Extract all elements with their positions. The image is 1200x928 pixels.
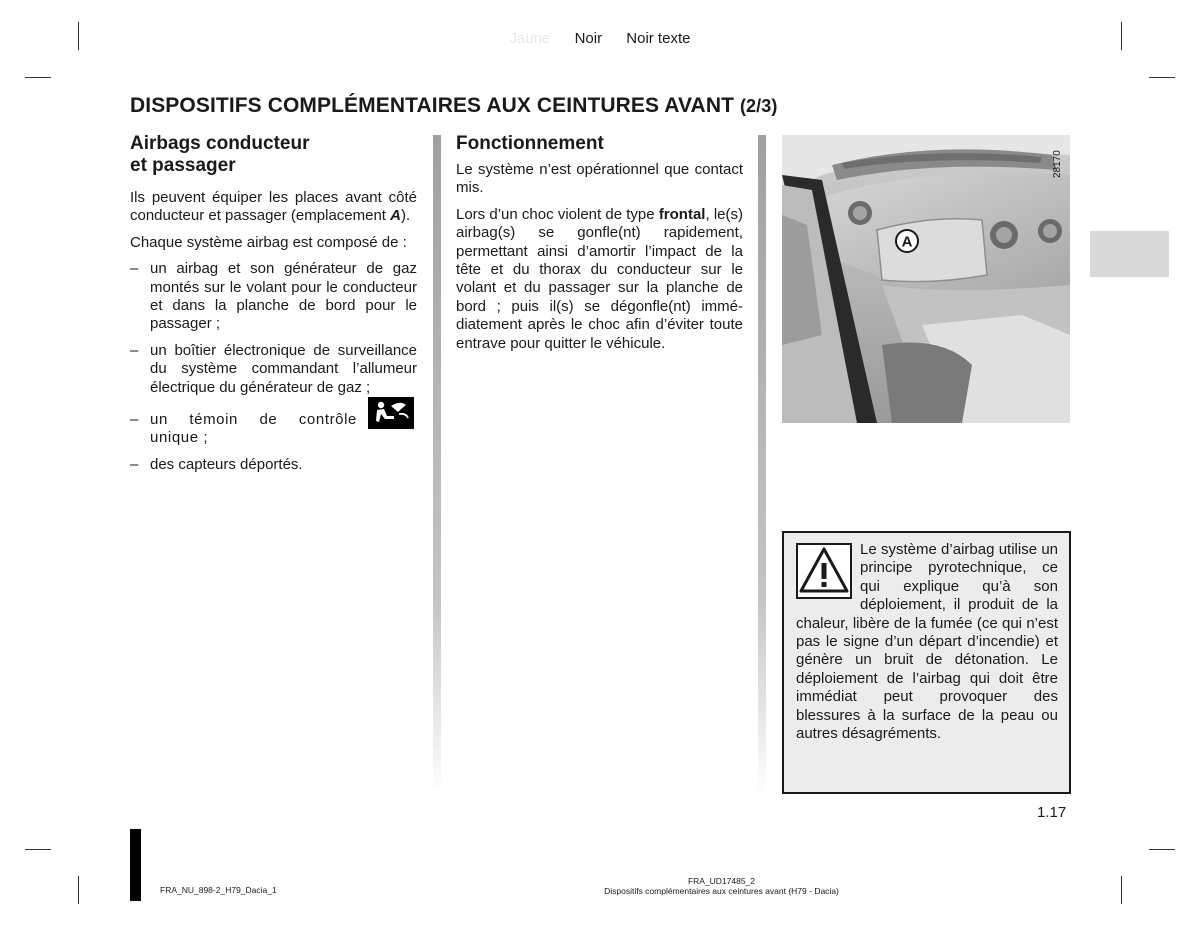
footer-center bbox=[480, 876, 963, 896]
page-title-main: DISPOSITIFS COMPLÉMENTAIRES AUX CEINTURES AVANT bbox=[130, 94, 735, 117]
callout-label-a: A bbox=[901, 233, 913, 251]
print-color-marks bbox=[0, 30, 1200, 47]
list-item bbox=[130, 411, 417, 448]
fonctionnement-heading: Fonctionnement bbox=[456, 133, 604, 154]
crop-mark-bottom-right-v bbox=[1121, 876, 1122, 904]
airbags-heading-line1: Airbags conducteur bbox=[130, 133, 310, 154]
warning-text: Le système d’airbag utilise un principe pyrotechnique, ce qui explique qu’à son déploiement, il produit de la chaleur, libère de la fumée (ce qui n’est pas le signe d’un départ d’incendie) et génère un bruit de détonation. Le déploiement de l’airbag qui doit être immédiat peut provoquer des blessures à la surface de la peau ou autres désagréments. bbox=[796, 541, 1058, 743]
list-item bbox=[130, 342, 417, 397]
composition-paragraph: Chaque système airbag est composé de : bbox=[130, 233, 407, 251]
intro-end: ). bbox=[401, 207, 411, 225]
list-dash: – bbox=[130, 260, 139, 278]
color-mark-black-text: Noir texte bbox=[626, 30, 691, 47]
airbags-heading bbox=[130, 133, 417, 177]
page-title-part: (2/3) bbox=[739, 96, 778, 116]
crop-mark-bottom-left-v bbox=[78, 876, 79, 904]
para2-start: Lors d’un choc violent de type bbox=[456, 205, 659, 223]
para2-end: , le(s) airbag(s) se gonfle(nt) rapidement, permettant ainsi d’amortir l’impact de la tête et du thorax du conducteur sur le volant et du passager sur la planche de bord ; puis il(s) se dégonfle(nt) immédiatement après le choc afin d’éviter toute entrave pour quitter le véhicule. bbox=[456, 205, 744, 352]
list-item bbox=[130, 456, 417, 474]
footer-document-title: Dispositifs complémentaires aux ceintures avant (H79 - Dacia) bbox=[604, 886, 839, 896]
column-separator-right bbox=[758, 135, 766, 795]
left-column bbox=[130, 133, 417, 482]
footer-document-code: FRA_UD17485_2 bbox=[687, 876, 756, 886]
list-dash: – bbox=[130, 341, 139, 359]
intro-paragraph bbox=[130, 189, 417, 226]
list-item-text: un témoin de contrôle unique ; bbox=[150, 411, 357, 447]
middle-column bbox=[456, 133, 743, 361]
crop-mark-top-right-h bbox=[1149, 77, 1175, 78]
footer-black-bar bbox=[130, 829, 141, 901]
location-ref-a: A bbox=[390, 207, 401, 225]
figure-reference bbox=[1050, 140, 1066, 180]
frontal-emphasis: frontal bbox=[658, 205, 706, 223]
operation-paragraph-1: Le système n’est opérationnel que contact mis. bbox=[456, 161, 743, 197]
crop-mark-bottom-left-h bbox=[25, 849, 51, 850]
list-dash: – bbox=[130, 455, 139, 473]
warning-triangle-icon bbox=[796, 543, 852, 599]
warning-box bbox=[782, 531, 1071, 794]
list-item bbox=[130, 260, 417, 334]
figure-reference-number: 28170 bbox=[1052, 150, 1063, 178]
list-item-text: des capteurs déportés. bbox=[150, 455, 303, 473]
color-mark-black: Noir bbox=[574, 30, 603, 47]
crop-mark-bottom-right-h bbox=[1149, 849, 1175, 850]
warning-text-block bbox=[796, 541, 1058, 743]
airbags-heading-line2: et passager bbox=[130, 155, 236, 176]
intro-text: Ils peuvent équiper les places avant côté conducteur et passager (emplacement bbox=[130, 189, 417, 225]
airbag-warning-light-icon bbox=[368, 397, 414, 429]
column-separator-left bbox=[433, 135, 441, 795]
color-mark-yellow: Jaune bbox=[509, 30, 551, 47]
page-title bbox=[130, 94, 777, 118]
dashboard-illustration bbox=[782, 135, 1070, 423]
operation-paragraph-2 bbox=[456, 206, 743, 353]
list-item-text: un boîtier électronique de surveillance du système commandant l’allumeur électrique du générateur de gaz ; bbox=[150, 341, 417, 396]
page-number: 1.17 bbox=[1037, 804, 1067, 821]
chapter-side-tab bbox=[1090, 231, 1169, 277]
list-item-text: un airbag et son générateur de gaz montés sur le volant pour le conducteur et dans la planche de bord pour le passager ; bbox=[150, 260, 417, 333]
footer-left-reference: FRA_NU_898-2_H79_Dacia_1 bbox=[160, 885, 277, 895]
crop-mark-top-left-h bbox=[25, 77, 51, 78]
list-dash: – bbox=[130, 411, 139, 429]
